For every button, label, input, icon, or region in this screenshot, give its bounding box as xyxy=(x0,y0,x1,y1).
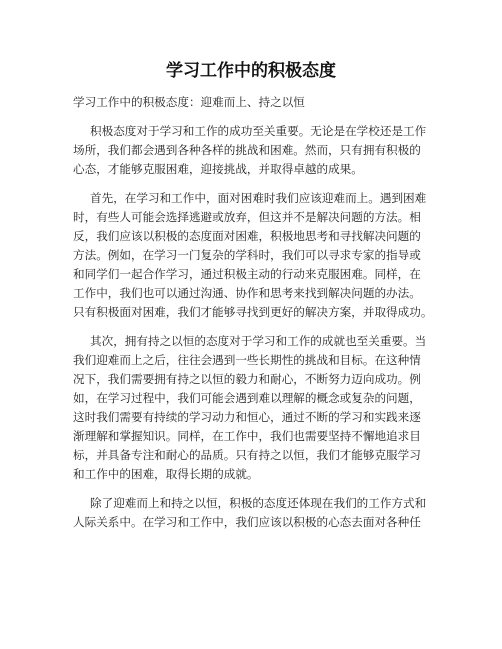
paragraph-line: 时，有些人可能会选择逃避或放弃，但这并不是解决问题的方法。相 xyxy=(73,210,421,224)
paragraph-line: 渐理解和掌握知识。同样，在工作中，我们也需要坚持不懈地追求目 xyxy=(73,429,421,443)
document-title: 学习工作中的积极态度 xyxy=(166,61,336,81)
paragraph-line: 标，并具备专注和耐心的品质。只有持之以恒，我们才能够克服学习 xyxy=(73,448,421,462)
paragraph-line: 除了迎难而上和持之以恒，积极的态度还体现在我们的工作方式和 xyxy=(90,496,427,510)
paragraph-line: 如，在学习过程中，我们可能会遇到难以理解的概念或复杂的问题， xyxy=(73,391,421,405)
paragraph-line: 其次，拥有持之以恒的态度对于学习和工作的成就也至关重要。当 xyxy=(90,334,427,348)
paragraph-line: 只有积极面对困难，我们才能够寻找到更好的解决方案，并取得成功。 xyxy=(73,305,433,319)
paragraph-line: 人际关系中。在学习和工作中，我们应该以积极的心态去面对各种任 xyxy=(73,515,421,529)
paragraph-line: 方法。例如，在学习一门复杂的学科时，我们可以寻求专家的指导或 xyxy=(73,248,421,262)
paragraph-line: 况下，我们需要拥有持之以恒的毅力和耐心，不断努力迈向成功。例 xyxy=(73,372,421,386)
paragraph-line: 首先，在学习和工作中，面对困难时我们应该迎难而上。遇到困难 xyxy=(90,191,427,205)
paragraph-line: 反，我们应该以积极的态度面对困难，积极地思考和寻找解决问题的 xyxy=(73,229,421,243)
paragraph-line: 场所，我们都会遇到各种各样的挑战和困难。然而，只有拥有积极的 xyxy=(73,143,421,157)
paragraph-line: 和同学们一起合作学习，通过积极主动的行动来克服困难。同样，在 xyxy=(73,267,421,281)
paragraph-line: 和工作中的困难，取得长期的成就。 xyxy=(73,467,259,481)
paragraph-line: 积极态度对于学习和工作的成功至关重要。无论是在学校还是工作 xyxy=(90,124,427,138)
paragraph-line: 我们迎难而上之后，往往会遇到一些长期性的挑战和目标。在这种情 xyxy=(73,353,421,367)
paragraph-line: 工作中，我们也可以通过沟通、协作和思考来找到解决问题的办法。 xyxy=(73,286,421,300)
paragraph-line: 这时我们需要有持续的学习动力和恒心，通过不断的学习和实践来逐 xyxy=(73,410,421,424)
paragraph-line: 心态，才能够克服困难，迎接挑战，并取得卓越的成果。 xyxy=(73,162,363,176)
document-subtitle: 学习工作中的积极态度：迎难而上、持之以恒 xyxy=(73,95,305,109)
